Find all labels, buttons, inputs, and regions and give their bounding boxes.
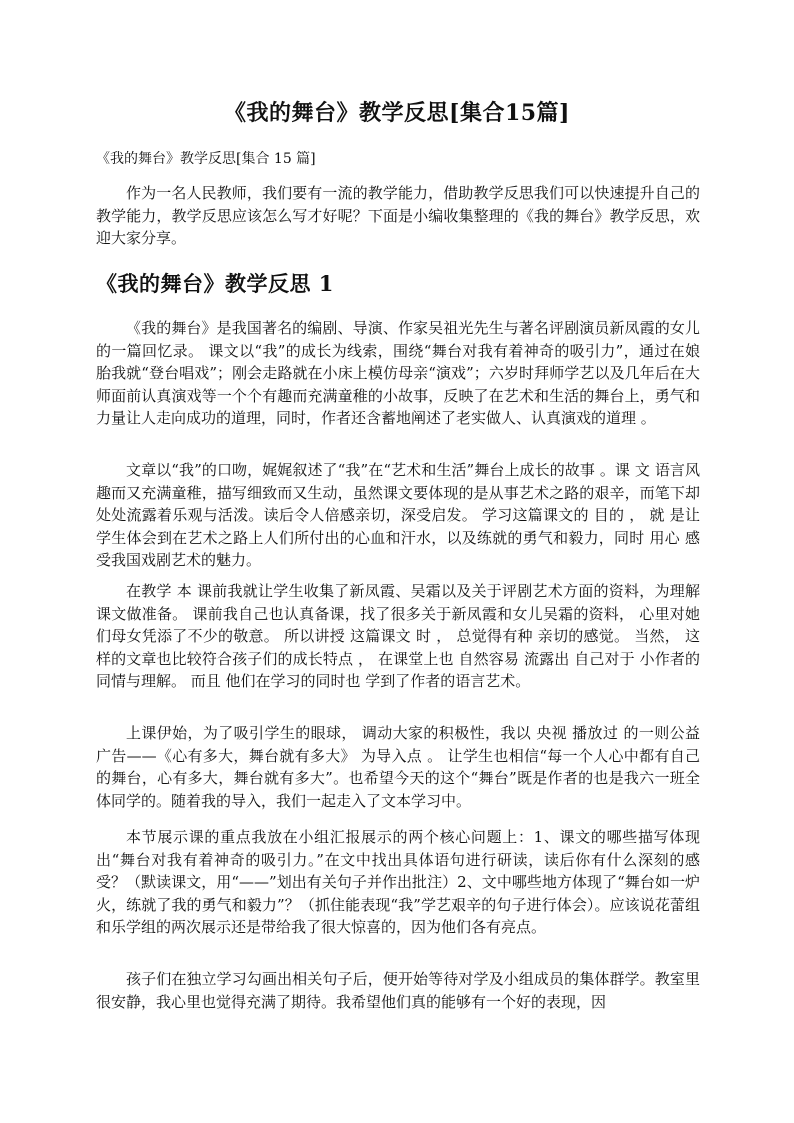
body-paragraph: 文章以“我”的口吻，娓娓叙述了“我”在“艺术和生活”舞台上成长的故事 。课 文 语言风趣而又充满童稚，描写细致而又生动，虽然课文要体现的是从事艺术之路的艰辛，而笔下却处处流露着乐观与活泼。读后令人倍感亲切，深受启发。 学习这篇课文的 目的 ， 就 是让学生体会到在艺术之路上人们所付出的心血和汗水，以及练就的勇气和毅力，同时 用心 感受我国戏剧艺术的魅力。 — [96, 461, 700, 569]
body-paragraph: 本节展示课的重点我放在小组汇报展示的两个核心问题上：1、课文的哪些描写体现出“舞台对我有着神奇的吸引力。”在文中找出具体语句进行研读，读后你有什么深刻的感受？（默读课文，用“——”划出有关句子并作出批注）2、文中哪些地方体现了“舞台如一炉火，练就了我的勇气和毅力”？（抓住能表现“我”学艺艰辛的句子进行体会）。应该说花蕾组和乐学组的两次展示还是带给我了很大惊喜的，因为他们各有亮点。 — [96, 828, 700, 936]
intro-paragraph: 作为一名人民教师，我们要有一流的教学能力，借助教学反思我们可以快速提升自己的教学能力，教学反思应该怎么写才好呢？下面是小编收集整理的《我的舞台》教学反思，欢迎大家分享。 — [96, 184, 700, 247]
body-paragraph: 上课伊始，为了吸引学生的眼球， 调动大家的积极性，我以 央视 播放过 的一则公益广告——《心有多大，舞台就有多大》 为导入点 。 让学生也相信“每一个人心中都有自己的舞台，心有多大，舞台就有多大”。也希望今天的这个“舞台”既是作者的也是我六一班全体同学的。随着我的导入，我们一起走入了文本学习中。 — [96, 724, 700, 810]
body-paragraph: 在教学 本 课前我就让学生收集了新凤霞、吴霜以及关于评剧艺术方面的资料，为理解课文做准备。 课前我自己也认真备课，找了很多关于新凤霞和女儿吴霜的资料， 心里对她们母女凭添了不少的敬意。 所以讲授 这篇课文 时 ， 总觉得有种 亲切的感觉。 当然， 这样的文章也比较符合孩子们的成长特点 ， 在课堂上也 自然容易 流露出 自己对于 小作者的同情与理解。 而且 他们在学习的同时也 学到了作者的语言艺术。 — [96, 582, 700, 690]
document-subtitle: 《我的舞台》教学反思[集合 15 篇] — [96, 151, 316, 167]
body-paragraph: 《我的舞台》是我国著名的编剧、导演、作家吴祖光先生与著名评剧演员新凤霞的女儿的一篇回忆录。 课文以“我”的成长为线索，围绕“舞台对我有着神奇的吸引力”，通过在娘胎我就“登台唱戏”；刚会走路就在小床上模仿母亲“演戏”；六岁时拜师学艺以及几年后在大师面前认真演戏等一个个有趣而充满童稚的小故事，反映了在艺术和生活的舞台上，勇气和力量让人走向成功的道理，同时，作者还含蓄地阐述了老实做人、认真演戏的道理 。 — [96, 319, 700, 427]
section-heading: 《我的舞台》教学反思 1 — [96, 271, 334, 296]
body-paragraph: 孩子们在独立学习勾画出相关句子后，便开始等待对学及小组成员的集体群学。教室里很安静，我心里也觉得充满了期待。我希望他们真的能够有一个好的表现，因 — [96, 970, 700, 1011]
document-title: 《我的舞台》教学反思[集合15篇] — [224, 100, 570, 126]
